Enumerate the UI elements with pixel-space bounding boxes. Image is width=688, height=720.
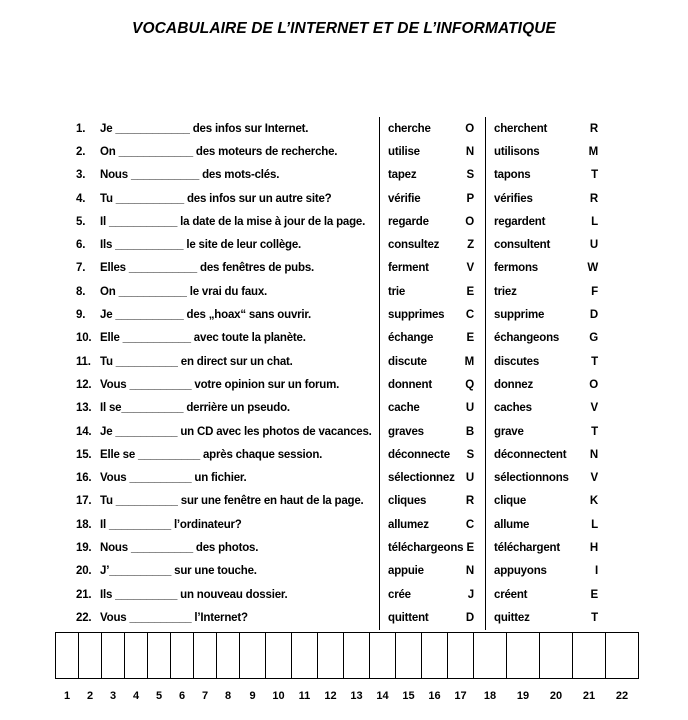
answer-box-number: 9 — [249, 690, 256, 702]
row-number: 6. — [76, 239, 86, 252]
option-1-word: quittent — [388, 611, 429, 624]
option-1-letter: Q — [465, 378, 474, 391]
option-1-cell — [379, 280, 485, 303]
answer-grid — [55, 632, 639, 702]
exercise-row — [76, 257, 615, 280]
option-2-cell — [485, 187, 615, 210]
option-2-letter: V — [590, 472, 598, 485]
option-2-letter: T — [591, 611, 598, 624]
option-1-word: utilise — [388, 145, 420, 158]
option-1-word: déconnecte — [388, 448, 450, 461]
exercise-row — [76, 466, 615, 489]
option-1-word: cache — [388, 402, 420, 415]
answer-box-number: 12 — [324, 690, 337, 702]
sentence-with-blank: Il se__________ derrière un pseudo. — [100, 402, 290, 415]
sentence-with-blank: Nous __________ des photos. — [100, 541, 259, 554]
option-2-letter: T — [591, 169, 598, 182]
option-2-letter: R — [589, 192, 598, 205]
option-1-cell — [379, 210, 485, 233]
answer-box — [573, 633, 606, 679]
option-1-cell — [379, 327, 485, 350]
option-2-word: discutes — [494, 355, 540, 368]
option-2-cell — [485, 606, 615, 629]
option-2-letter: K — [589, 495, 598, 508]
option-1-word: sélectionnez — [388, 472, 455, 485]
option-1-letter: C — [465, 518, 474, 531]
answer-box-number: 8 — [224, 690, 232, 702]
option-1-cell — [379, 187, 485, 210]
exercise-row — [76, 397, 615, 420]
option-1-cell — [379, 420, 485, 443]
option-1-cell — [379, 233, 485, 256]
row-number: 10. — [76, 332, 92, 345]
sentence-with-blank: Elles ___________ des fenêtres de pubs. — [100, 262, 315, 275]
option-1-cell — [379, 513, 485, 536]
option-1-letter: S — [466, 448, 474, 461]
answer-box-number: 11 — [298, 690, 311, 702]
option-2-word: sélectionnons — [494, 472, 569, 485]
answer-box-number: 7 — [201, 690, 209, 702]
option-1-word: regarde — [388, 215, 429, 228]
option-1-letter: S — [466, 169, 474, 182]
sentence-with-blank: Nous ___________ des mots-clés. — [100, 169, 280, 182]
row-number: 22. — [76, 611, 92, 624]
answer-box — [266, 633, 292, 679]
answer-box-number: 20 — [549, 690, 563, 702]
option-2-cell — [485, 397, 615, 420]
option-2-letter: R — [589, 122, 598, 135]
exercise-row — [76, 583, 615, 606]
sentence-with-blank: Vous __________ un fichier. — [100, 472, 247, 485]
option-1-word: supprimes — [388, 309, 445, 322]
sentence-with-blank: Je __________ un CD avec les photos de vacances. — [100, 425, 372, 438]
exercise-row — [76, 373, 615, 396]
option-2-word: téléchargent — [494, 541, 560, 554]
option-2-letter: M — [588, 145, 598, 158]
answer-box — [102, 633, 125, 679]
answer-box-number: 13 — [350, 690, 363, 702]
answer-box — [194, 633, 217, 679]
option-2-letter: V — [590, 402, 598, 415]
option-2-cell — [485, 164, 615, 187]
row-number: 12. — [76, 378, 92, 391]
option-1-cell — [379, 560, 485, 583]
row-number: 8. — [76, 285, 86, 298]
option-2-letter: W — [587, 262, 598, 275]
answer-box-number: 6 — [178, 690, 186, 702]
sentence-with-blank: Vous __________ l’Internet? — [100, 611, 248, 624]
option-1-letter: O — [465, 215, 474, 228]
row-number: 15. — [76, 448, 92, 461]
row-number: 4. — [76, 192, 86, 205]
answer-box-number: 17 — [454, 690, 467, 702]
option-2-cell — [485, 140, 615, 163]
answer-box-number: 15 — [402, 690, 415, 702]
option-2-letter: E — [590, 588, 598, 601]
option-1-word: vérifie — [388, 192, 421, 205]
option-1-cell — [379, 257, 485, 280]
option-1-letter: C — [465, 309, 474, 322]
option-2-letter: L — [591, 518, 598, 531]
answer-box-number: 2 — [86, 690, 94, 702]
answer-box — [422, 633, 448, 679]
option-2-letter: H — [589, 541, 598, 554]
answer-box-number: 21 — [582, 690, 596, 702]
sentence-with-blank: On ____________ des moteurs de recherche. — [100, 145, 338, 158]
option-1-cell — [379, 606, 485, 629]
option-2-cell — [485, 420, 615, 443]
sentence-with-blank: Tu __________ en direct sur un chat. — [100, 355, 293, 368]
answer-box-number: 18 — [483, 690, 497, 702]
option-2-word: vérifies — [494, 192, 533, 205]
answer-box — [540, 633, 573, 679]
option-2-word: caches — [494, 402, 532, 415]
answer-box — [318, 633, 344, 679]
answer-box — [606, 633, 639, 679]
answer-box — [148, 633, 171, 679]
option-1-cell — [379, 140, 485, 163]
sentence-with-blank: Il __________ l’ordinateur? — [100, 518, 242, 531]
sentence-with-blank: Ils ___________ le site de leur collège. — [100, 239, 302, 252]
exercise-row — [76, 233, 615, 256]
answer-box — [474, 633, 507, 679]
answer-box-number: 22 — [615, 690, 629, 702]
option-2-cell — [485, 536, 615, 559]
option-2-word: appuyons — [494, 565, 547, 578]
option-1-word: crée — [388, 588, 411, 601]
option-2-word: échangeons — [494, 332, 560, 345]
option-1-word: discute — [388, 355, 427, 368]
option-1-cell — [379, 583, 485, 606]
option-2-word: cherchent — [494, 122, 548, 135]
row-number: 18. — [76, 518, 92, 531]
option-2-letter: U — [589, 239, 598, 252]
option-2-letter: L — [591, 215, 598, 228]
option-1-letter: R — [465, 495, 474, 508]
option-2-letter: T — [591, 355, 598, 368]
exercise-row — [76, 187, 615, 210]
exercise-row — [76, 606, 615, 629]
sentence-with-blank: Tu ___________ des infos sur un autre site? — [100, 192, 332, 205]
option-2-cell — [485, 373, 615, 396]
option-2-word: regardent — [494, 215, 546, 228]
answer-box — [56, 633, 79, 679]
option-2-letter: I — [595, 565, 598, 578]
option-1-cell — [379, 397, 485, 420]
row-number: 1. — [76, 122, 86, 135]
option-1-letter: E — [466, 285, 474, 298]
option-2-letter: G — [589, 332, 598, 345]
option-2-cell — [485, 257, 615, 280]
option-1-letter: N — [465, 145, 474, 158]
sentence-with-blank: Il ___________ la date de la mise à jour de la page. — [100, 215, 366, 228]
answer-box-number: 19 — [516, 690, 530, 702]
option-1-letter: P — [466, 192, 474, 205]
row-number: 11. — [76, 355, 91, 368]
option-2-cell — [485, 233, 615, 256]
option-2-word: triez — [494, 285, 517, 298]
sentence-with-blank: On ___________ le vrai du faux. — [100, 285, 268, 298]
option-1-letter: D — [465, 611, 474, 624]
answer-box-number: 5 — [155, 690, 163, 702]
option-1-cell — [379, 466, 485, 489]
answer-box — [292, 633, 318, 679]
answer-grid-boxes — [56, 633, 639, 679]
option-1-cell — [379, 164, 485, 187]
answer-box — [370, 633, 396, 679]
option-1-cell — [379, 350, 485, 373]
answer-box — [79, 633, 102, 679]
answer-box-number: 14 — [376, 690, 389, 702]
answer-grid-numbers — [56, 679, 639, 703]
exercise-row — [76, 164, 615, 187]
option-1-letter: U — [465, 472, 474, 485]
option-1-word: téléchargeons — [388, 541, 464, 554]
option-2-letter: T — [591, 425, 598, 438]
option-1-word: graves — [388, 425, 424, 438]
answer-box-number: 4 — [132, 690, 140, 702]
option-2-cell — [485, 303, 615, 326]
option-1-letter: B — [465, 425, 474, 438]
answer-box — [448, 633, 474, 679]
option-2-word: donnez — [494, 378, 534, 391]
option-1-letter: E — [466, 332, 474, 345]
answer-box-number: 1 — [63, 690, 71, 702]
option-1-letter: M — [464, 355, 474, 368]
row-number: 21. — [76, 588, 92, 601]
option-2-letter: O — [589, 378, 598, 391]
option-2-cell — [485, 117, 615, 140]
option-2-word: grave — [494, 425, 524, 438]
row-number: 3. — [76, 169, 86, 182]
option-1-word: échange — [388, 332, 434, 345]
option-1-letter: J — [467, 588, 474, 601]
worksheet-title: VOCABULAIRE DE L’INTERNET ET DE L’INFORMATIQUE — [132, 20, 556, 37]
answer-box — [240, 633, 266, 679]
option-1-letter: N — [465, 565, 474, 578]
option-1-word: trie — [388, 285, 406, 298]
sentence-with-blank: J’__________ sur une touche. — [100, 565, 257, 578]
exercise-row — [76, 490, 615, 513]
option-1-letter: E — [466, 541, 474, 554]
sentence-with-blank: Tu __________ sur une fenêtre en haut de la page. — [100, 495, 364, 508]
option-2-cell — [485, 280, 615, 303]
sentence-with-blank: Ils __________ un nouveau dossier. — [100, 588, 288, 601]
option-1-cell — [379, 373, 485, 396]
option-2-word: tapons — [494, 169, 531, 182]
option-2-cell — [485, 583, 615, 606]
option-1-cell — [379, 536, 485, 559]
exercise-row — [76, 513, 615, 536]
answer-box — [217, 633, 240, 679]
answer-box — [396, 633, 422, 679]
option-2-word: quittez — [494, 611, 530, 624]
option-1-letter: V — [466, 262, 474, 275]
option-2-cell — [485, 327, 615, 350]
option-1-letter: O — [465, 122, 474, 135]
option-2-letter: N — [589, 448, 598, 461]
option-2-cell — [485, 210, 615, 233]
option-1-letter: Z — [467, 239, 474, 252]
exercise-row — [76, 140, 615, 163]
exercise-row — [76, 420, 615, 443]
option-1-word: appuie — [388, 565, 424, 578]
option-2-word: fermons — [494, 262, 538, 275]
row-number: 7. — [76, 262, 86, 275]
exercise-row — [76, 443, 615, 466]
exercise-row — [76, 280, 615, 303]
answer-box — [507, 633, 540, 679]
row-number: 5. — [76, 215, 86, 228]
option-2-word: allume — [494, 518, 530, 531]
exercise-table — [76, 117, 615, 630]
option-2-cell — [485, 443, 615, 466]
answer-box — [344, 633, 370, 679]
answer-box-number: 3 — [109, 690, 117, 702]
row-number: 19. — [76, 541, 92, 554]
row-number: 2. — [76, 145, 86, 158]
option-1-word: donnent — [388, 378, 432, 391]
exercise-row — [76, 210, 615, 233]
row-number: 13. — [76, 402, 92, 415]
row-number: 16. — [76, 472, 92, 485]
exercise-row — [76, 303, 615, 326]
option-1-cell — [379, 490, 485, 513]
sentence-with-blank: Je ____________ des infos sur Internet. — [100, 122, 309, 135]
option-2-word: utilisons — [494, 145, 540, 158]
exercise-row — [76, 350, 615, 373]
sentence-with-blank: Je ___________ des „hoax“ sans ouvrir. — [100, 309, 312, 322]
option-1-word: cliques — [388, 495, 427, 508]
option-2-cell — [485, 513, 615, 536]
option-1-word: cherche — [388, 122, 431, 135]
option-2-word: consultent — [494, 239, 551, 252]
option-1-cell — [379, 443, 485, 466]
option-2-word: clique — [494, 495, 527, 508]
sentence-with-blank: Elle ___________ avec toute la planète. — [100, 332, 306, 345]
answer-box-number: 16 — [428, 690, 441, 702]
option-2-letter: D — [589, 309, 598, 322]
option-2-cell — [485, 466, 615, 489]
option-2-letter: F — [591, 285, 598, 298]
answer-box — [171, 633, 194, 679]
option-1-word: ferment — [388, 262, 429, 275]
option-1-word: tapez — [388, 169, 417, 182]
exercise-row — [76, 560, 615, 583]
sentence-with-blank: Elle se __________ après chaque session. — [100, 448, 323, 461]
row-number: 17. — [76, 495, 92, 508]
option-2-cell — [485, 490, 615, 513]
exercise-row — [76, 117, 615, 140]
sentence-with-blank: Vous __________ votre opinion sur un forum. — [100, 378, 340, 391]
exercise-row — [76, 327, 615, 350]
option-1-word: allumez — [388, 518, 429, 531]
row-number: 9. — [76, 309, 86, 322]
option-1-cell — [379, 117, 485, 140]
answer-box-number: 10 — [272, 690, 285, 702]
option-1-letter: U — [465, 402, 474, 415]
option-2-cell — [485, 350, 615, 373]
option-2-word: créent — [494, 588, 528, 601]
option-2-cell — [485, 560, 615, 583]
answer-box — [125, 633, 148, 679]
exercise-row — [76, 536, 615, 559]
option-1-cell — [379, 303, 485, 326]
row-number: 14. — [76, 425, 92, 438]
option-1-word: consultez — [388, 239, 440, 252]
row-number: 20. — [76, 565, 92, 578]
option-2-word: déconnectent — [494, 448, 567, 461]
option-2-word: supprime — [494, 309, 545, 322]
